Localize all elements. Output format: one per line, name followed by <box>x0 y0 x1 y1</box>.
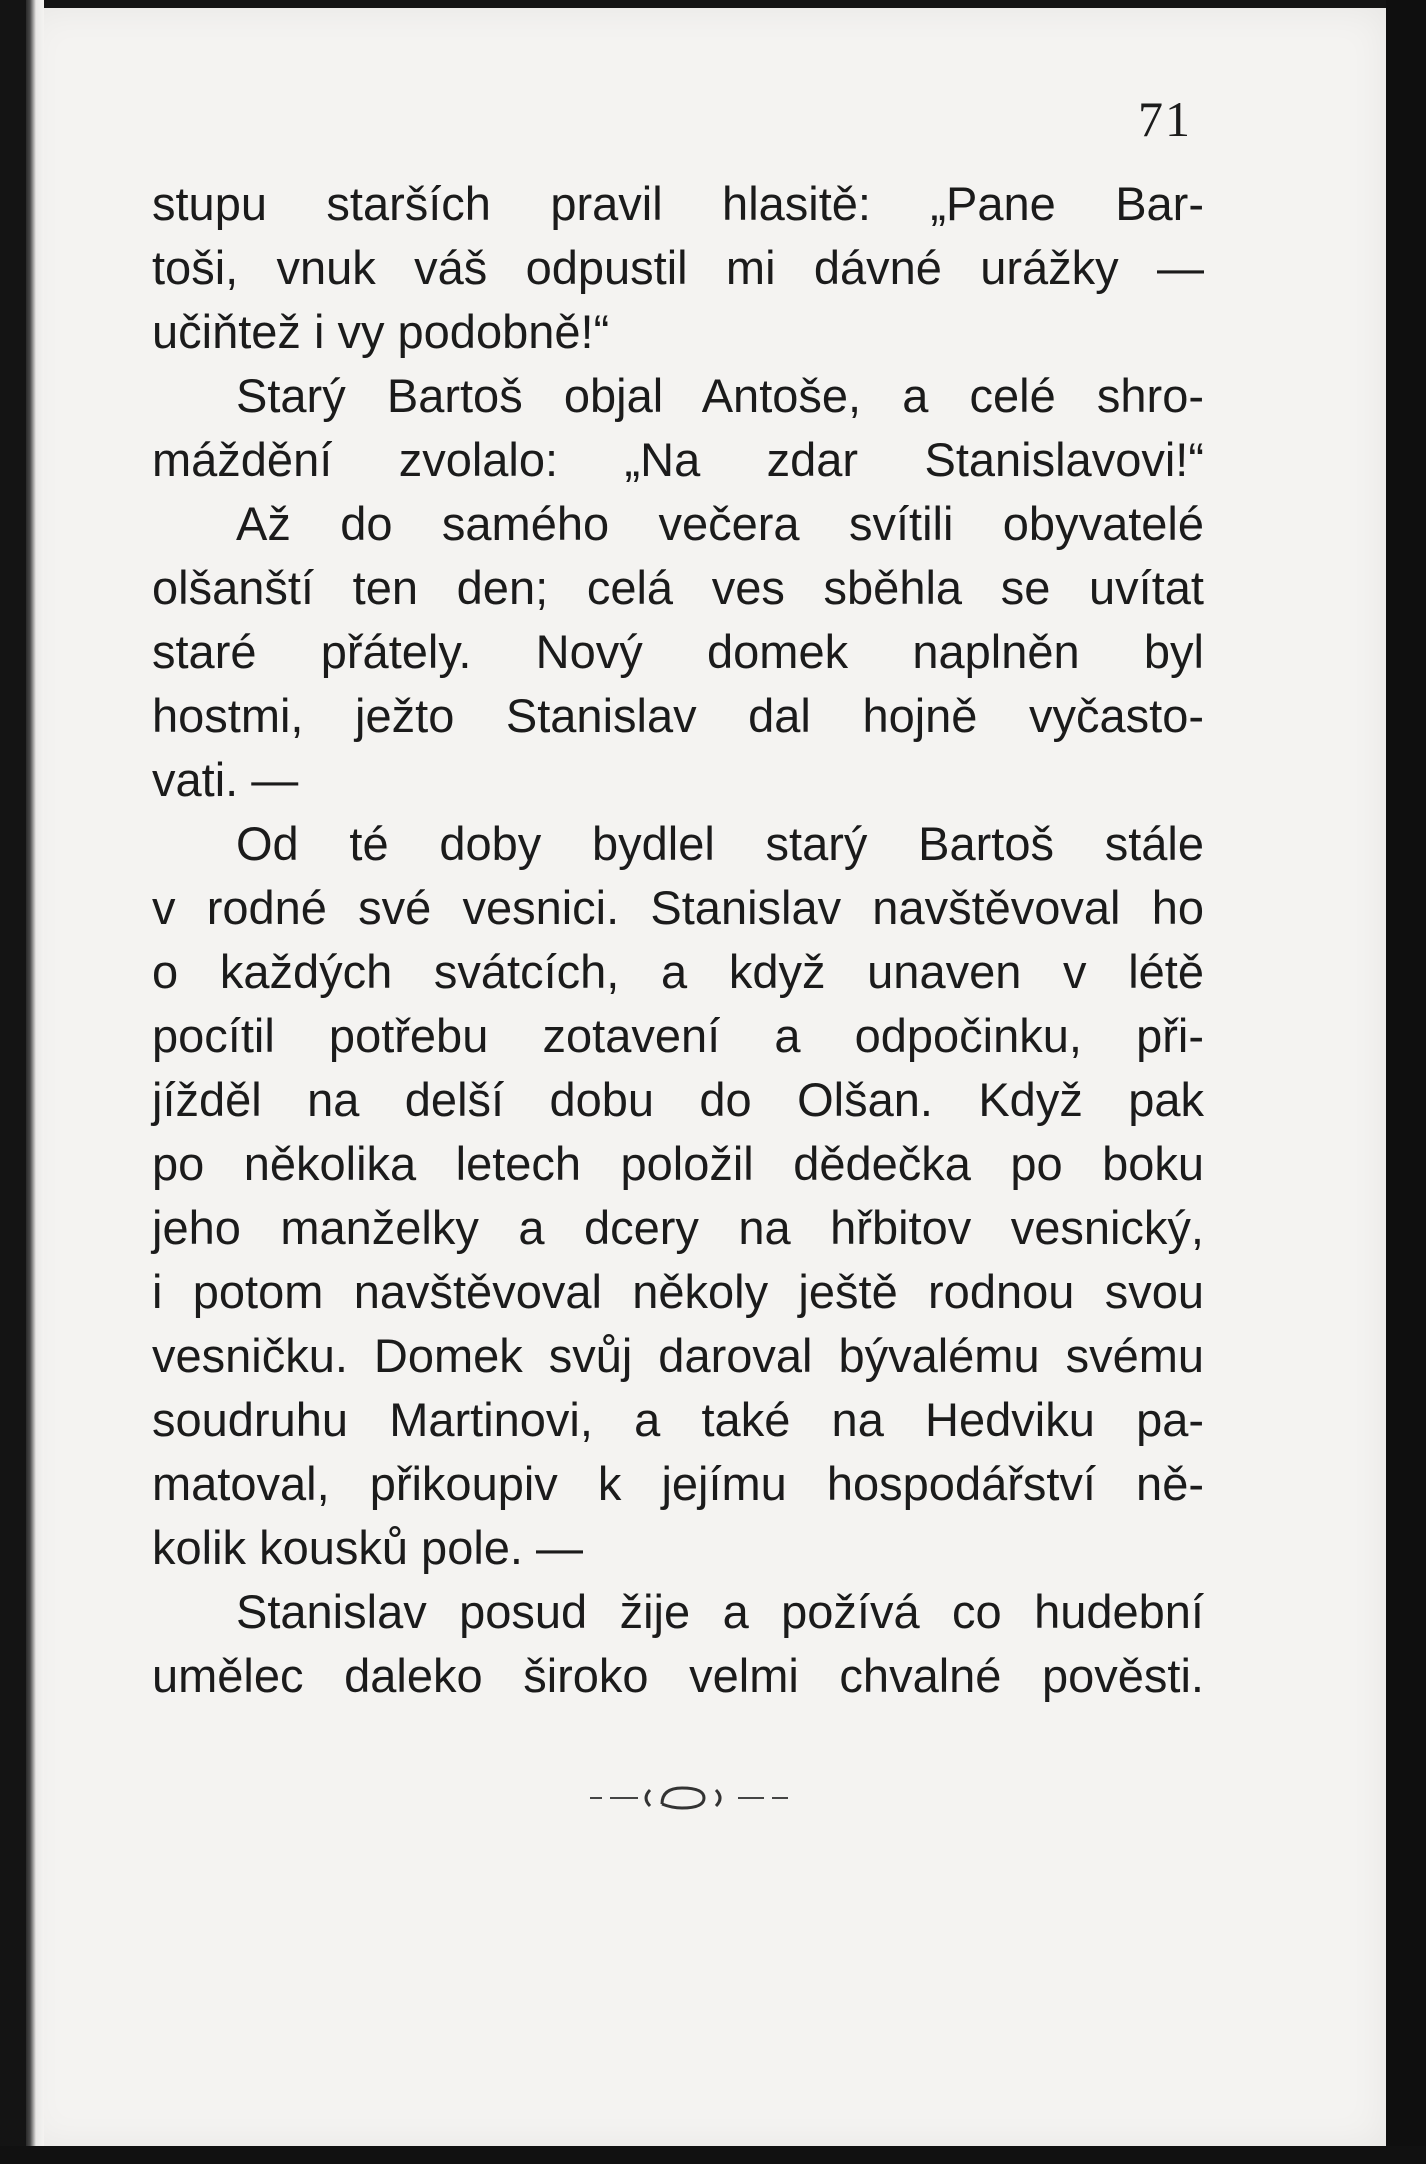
text-line: v rodné své vesnici. Stanislav navštěvoval ho <box>152 881 1204 934</box>
end-ornament-icon <box>588 1776 792 1816</box>
text-line: hostmi, ježto Stanislav dal hojně vyčasto- <box>152 689 1204 742</box>
scan-border-bottom <box>0 2146 1426 2164</box>
text-line: vati. — <box>152 753 299 806</box>
text-line: učiňtež i vy podobně!“ <box>152 305 610 358</box>
text-line: Od té doby bydlel starý Bartoš stále <box>236 817 1204 870</box>
text-line: po několika letech položil dědečka po boku <box>152 1137 1204 1190</box>
text-line: vesničku. Domek svůj daroval bývalému svému <box>152 1329 1204 1382</box>
page-number: 71 <box>1138 91 1192 147</box>
text-line: stupu starších pravil hlasitě: „Pane Bar- <box>152 177 1204 230</box>
text-line: i potom navštěvoval několy ještě rodnou svou <box>152 1265 1204 1318</box>
binding-edge <box>26 0 44 2164</box>
text-line: soudruhu Martinovi, a také na Hedviku pa- <box>152 1393 1204 1446</box>
text-line: Až do samého večera svítili obyvatelé <box>236 497 1204 550</box>
text-line: Starý Bartoš objal Antoše, a celé shro- <box>236 369 1204 422</box>
scan-border-right <box>1386 0 1426 2164</box>
text-line: jížděl na delší dobu do Olšan. Když pak <box>152 1073 1204 1126</box>
text-line: kolik kousků pole. — <box>152 1521 584 1574</box>
text-line: o každých svátcích, a když unaven v létě <box>152 945 1204 998</box>
text-line: máždění zvolalo: „Na zdar Stanislavovi!“ <box>152 433 1204 486</box>
text-line: pocítil potřebu zotavení a odpočinku, při- <box>152 1009 1204 1062</box>
text-line: toši, vnuk váš odpustil mi dávné urážky — <box>152 241 1204 294</box>
text-line: umělec daleko široko velmi chvalné pověsti. <box>152 1649 1204 1702</box>
body-text <box>152 172 1204 1708</box>
text-line: matoval, přikoupiv k jejímu hospodářství ně- <box>152 1457 1204 1510</box>
text-line: jeho manželky a dcery na hřbitov vesnický, <box>152 1201 1204 1254</box>
text-line: Stanislav posud žije a požívá co hudební <box>236 1585 1204 1638</box>
text-line: staré přátely. Nový domek naplněn byl <box>152 625 1204 678</box>
text-line: olšanští ten den; celá ves sběhla se uvítat <box>152 561 1204 614</box>
